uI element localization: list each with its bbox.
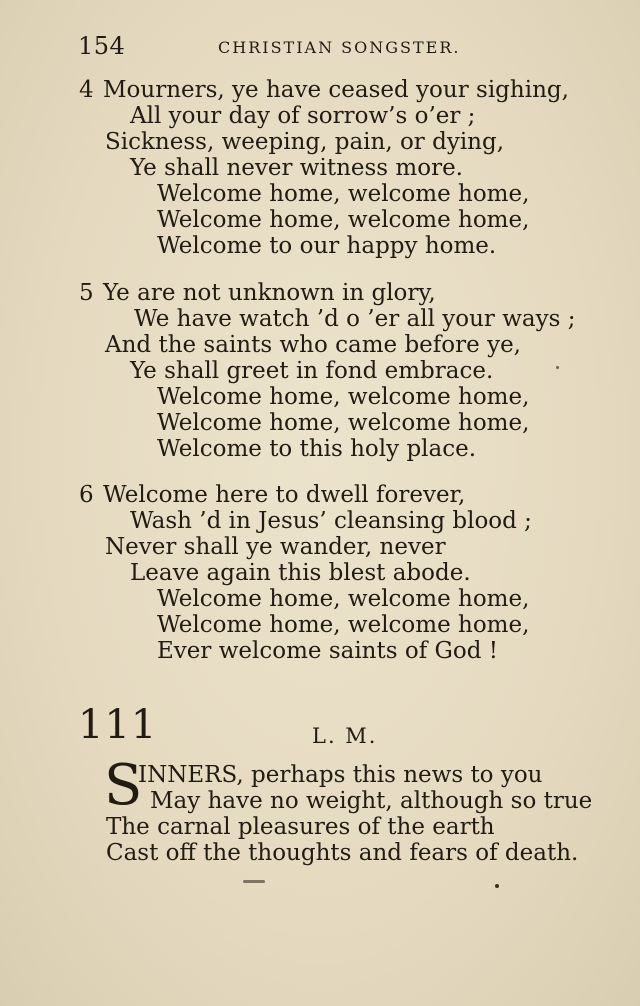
stanza-number: 6 [79, 482, 94, 508]
refrain-line: Ever welcome saints of God ! [157, 638, 499, 664]
verse-line: Never shall ye wander, never [105, 534, 446, 560]
hymn-line: INNERS, perhaps this news to you [138, 762, 543, 788]
refrain-line: Welcome to this holy place. [157, 436, 477, 462]
verse-line: Sickness, weeping, pain, or dying, [105, 129, 505, 155]
verse-line: Ye shall never witness more. [130, 155, 463, 181]
refrain-line: Welcome home, welcome home, [157, 612, 530, 638]
verse-line: Leave again this blest abode. [130, 560, 471, 586]
refrain-line: Welcome to our happy home. [157, 233, 497, 259]
hymn-line: The carnal pleasures of the earth [106, 814, 495, 840]
paper-speck [495, 884, 499, 888]
page-number: 154 [78, 32, 126, 60]
stanza-number: 5 [79, 280, 94, 306]
verse-line: Ye are not unknown in glory, [103, 280, 436, 306]
refrain-line: Welcome home, welcome home, [157, 384, 530, 410]
hymn-line: May have no weight, although so true [150, 788, 593, 814]
page-header [78, 32, 578, 62]
verse-line: And the saints who came before ye, [105, 332, 521, 358]
paper-speck [243, 880, 265, 883]
refrain-line: Welcome home, welcome home, [157, 181, 530, 207]
verse-line: Mourners, ye have ceased your sighing, [103, 77, 569, 103]
hymn-number: 111 [78, 702, 158, 748]
verse-line: Wash ’d in Jesus’ cleansing blood ; [130, 508, 532, 534]
paper-speck [556, 366, 559, 369]
verse-line: Welcome here to dwell forever, [103, 482, 466, 508]
verse-line: Ye shall greet in fond embrace. [130, 358, 494, 384]
refrain-line: Welcome home, welcome home, [157, 410, 530, 436]
drop-cap: S [104, 753, 143, 818]
hymn-line: Cast off the thoughts and fears of death. [106, 840, 579, 866]
stanza-number: 4 [79, 77, 94, 103]
refrain-line: Welcome home, welcome home, [157, 586, 530, 612]
refrain-line: Welcome home, welcome home, [157, 207, 530, 233]
running-head: CHRISTIAN SONGSTER. [218, 38, 461, 57]
verse-line: We have watch ’d o ’er all your ways ; [134, 306, 576, 332]
verse-line: All your day of sorrow’s o’er ; [130, 103, 476, 129]
hymn-meter: L. M. [312, 724, 378, 748]
